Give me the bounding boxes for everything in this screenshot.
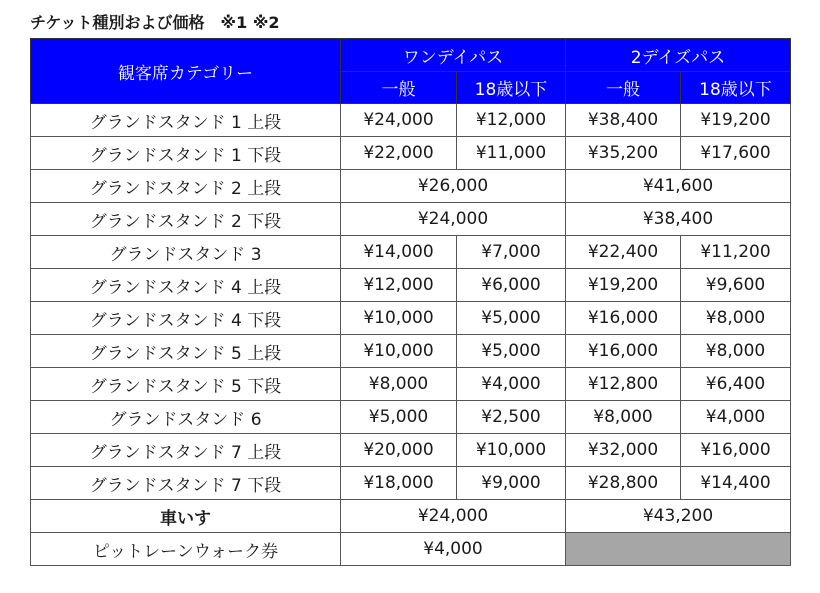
- table-row: [31, 467, 791, 500]
- price-two-day-under18: ¥19,200: [681, 104, 791, 137]
- seat-category: 車いす: [31, 500, 341, 533]
- one-day-under18-header: 18歳以下: [457, 72, 566, 104]
- price-one-day-general: ¥10,000: [341, 302, 457, 335]
- price-one-day-under18: ¥11,000: [457, 137, 566, 170]
- seat-category: グランドスタンド 7 下段: [31, 467, 341, 500]
- price-two-day-general: ¥8,000: [566, 401, 681, 434]
- unavailable-cell: [566, 533, 791, 566]
- price-one-day: ¥4,000: [341, 533, 566, 566]
- price-one-day-general: ¥18,000: [341, 467, 457, 500]
- table-row: [31, 335, 791, 368]
- price-two-day-under18: ¥16,000: [681, 434, 791, 467]
- seat-category: グランドスタンド 4 上段: [31, 269, 341, 302]
- seat-category: グランドスタンド 4 下段: [31, 302, 341, 335]
- two-day-under18-header: 18歳以下: [681, 72, 791, 104]
- table-row: [31, 302, 791, 335]
- price-one-day-under18: ¥12,000: [457, 104, 566, 137]
- table-row: [31, 368, 791, 401]
- price-two-day-under18: ¥6,400: [681, 368, 791, 401]
- price-one-day-under18: ¥10,000: [457, 434, 566, 467]
- price-one-day-under18: ¥5,000: [457, 335, 566, 368]
- seat-category: グランドスタンド 2 上段: [31, 170, 341, 203]
- price-two-day-general: ¥28,800: [566, 467, 681, 500]
- price-one-day-general: ¥24,000: [341, 104, 457, 137]
- price-one-day-general: ¥20,000: [341, 434, 457, 467]
- one-day-general-header: 一般: [341, 72, 457, 104]
- price-two-day-under18: ¥8,000: [681, 302, 791, 335]
- price-one-day-general: ¥22,000: [341, 137, 457, 170]
- table-row: [31, 236, 791, 269]
- price-two-day-general: ¥19,200: [566, 269, 681, 302]
- price-two-day: ¥43,200: [566, 500, 791, 533]
- price-one-day-under18: ¥4,000: [457, 368, 566, 401]
- price-two-day-under18: ¥11,200: [681, 236, 791, 269]
- price-one-day-general: ¥5,000: [341, 401, 457, 434]
- two-day-pass-header: 2デイズパス: [566, 39, 791, 72]
- price-two-day-under18: ¥17,600: [681, 137, 791, 170]
- price-one-day-under18: ¥2,500: [457, 401, 566, 434]
- table-row: [31, 500, 791, 533]
- price-two-day-general: ¥12,800: [566, 368, 681, 401]
- table-row: [31, 137, 791, 170]
- seat-category: グランドスタンド 7 上段: [31, 434, 341, 467]
- one-day-pass-header: ワンデイパス: [341, 39, 566, 72]
- table-row: [31, 269, 791, 302]
- price-one-day-general: ¥8,000: [341, 368, 457, 401]
- seat-category: グランドスタンド 1 下段: [31, 137, 341, 170]
- seat-category: グランドスタンド 1 上段: [31, 104, 341, 137]
- category-header: 観客席カテゴリー: [31, 39, 341, 104]
- price-two-day-under18: ¥9,600: [681, 269, 791, 302]
- seat-category: グランドスタンド 2 下段: [31, 203, 341, 236]
- price-two-day-general: ¥22,400: [566, 236, 681, 269]
- price-one-day-under18: ¥5,000: [457, 302, 566, 335]
- seat-category: グランドスタンド 3: [31, 236, 341, 269]
- price-two-day-general: ¥35,200: [566, 137, 681, 170]
- price-two-day: ¥38,400: [566, 203, 791, 236]
- table-row: [31, 104, 791, 137]
- seat-category: グランドスタンド 5 上段: [31, 335, 341, 368]
- table-row: [31, 401, 791, 434]
- table-row: [31, 170, 791, 203]
- price-two-day-general: ¥38,400: [566, 104, 681, 137]
- ticket-price-table: [30, 38, 791, 566]
- table-row: [31, 533, 791, 566]
- seat-category: グランドスタンド 6: [31, 401, 341, 434]
- price-two-day: ¥41,600: [566, 170, 791, 203]
- price-one-day: ¥24,000: [341, 500, 566, 533]
- price-one-day-general: ¥14,000: [341, 236, 457, 269]
- table-row: [31, 434, 791, 467]
- price-one-day-under18: ¥9,000: [457, 467, 566, 500]
- price-two-day-under18: ¥8,000: [681, 335, 791, 368]
- price-one-day-general: ¥12,000: [341, 269, 457, 302]
- price-one-day: ¥24,000: [341, 203, 566, 236]
- price-two-day-under18: ¥14,400: [681, 467, 791, 500]
- price-two-day-general: ¥32,000: [566, 434, 681, 467]
- price-two-day-general: ¥16,000: [566, 335, 681, 368]
- price-two-day-under18: ¥4,000: [681, 401, 791, 434]
- page-title: チケット種別および価格 ※1 ※2: [30, 13, 280, 32]
- seat-category: グランドスタンド 5 下段: [31, 368, 341, 401]
- price-one-day-under18: ¥7,000: [457, 236, 566, 269]
- table-row: [31, 203, 791, 236]
- seat-category: ピットレーンウォーク券: [31, 533, 341, 566]
- two-day-general-header: 一般: [566, 72, 681, 104]
- price-two-day-general: ¥16,000: [566, 302, 681, 335]
- price-one-day-general: ¥10,000: [341, 335, 457, 368]
- price-one-day: ¥26,000: [341, 170, 566, 203]
- price-one-day-under18: ¥6,000: [457, 269, 566, 302]
